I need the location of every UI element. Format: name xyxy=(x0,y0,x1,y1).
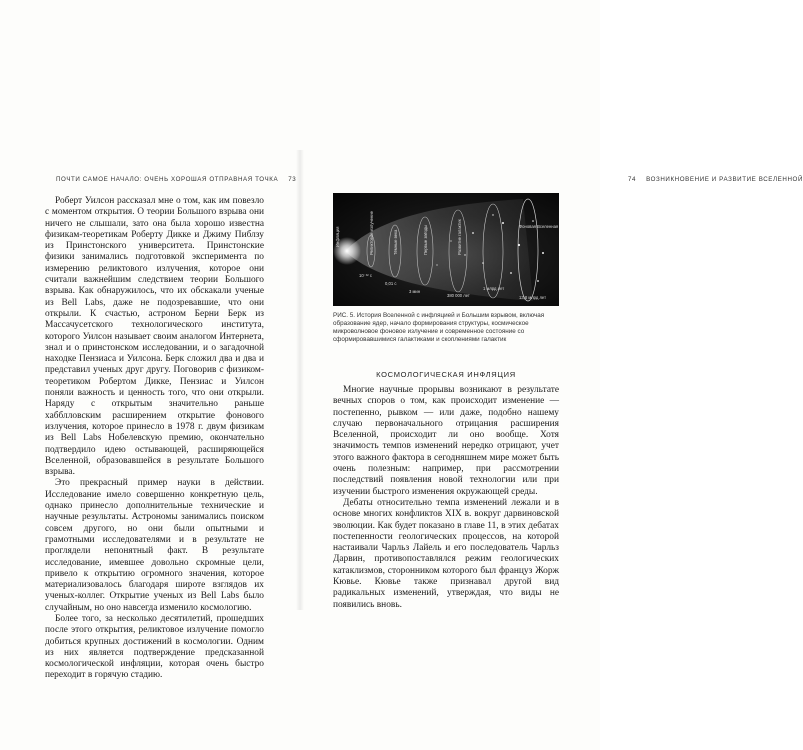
paragraph: Это прекрасный пример науки в действии. Исследование имело совершенно конкретную цель, однако принесло дополнительные технические и научные результаты. Астрономы занимались поиском совсем другого, но они были опытными и грамотными исследователями и в результате не проглядели непонятный факт. В результате исследование, имевшее довольно скромные цели, привело к открытию огромного значения, которое материализовалось благодаря широте взглядов их ученых-коллег. Открытие ученых из Bell Labs было случайным, но оно навсегда изменило космологию. xyxy=(45,478,264,613)
body-text-right xyxy=(333,385,559,611)
figure-label-galaxies: Развитие галактик xyxy=(457,219,462,255)
left-page xyxy=(0,0,300,750)
figure-label-inflation: Инфляция xyxy=(335,226,340,247)
running-header-left xyxy=(56,176,296,183)
figure-label-relic: Реликтовое излучение xyxy=(369,211,374,255)
paragraph: Более того, за несколько десятилетий, прошедших после этого открытия, реликтовое излучение помогло добиться крупных достижений в космологии. Одним из них является подтверждение предсказанной космологической инфляции, которая очень быстро переходит в горячую стадию. xyxy=(45,613,264,681)
header-title-left: ПОЧТИ САМОЕ НАЧАЛО: ОЧЕНЬ ХОРОШАЯ ОТПРАВНАЯ ТОЧКА xyxy=(56,176,279,183)
figure-caption: РИС. 5. История Вселенной с инфляцией и Большим взрывом, включая образование ядер, начало формирования структуры, космическое микроволновое фоновое излучение и современное состояние со сформировавшимися галактиками и скоплениями галактик xyxy=(333,312,545,344)
universe-timeline-illustration xyxy=(333,193,559,306)
header-title-right: ВОЗНИКНОВЕНИЕ И РАЗВИТИЕ ВСЕЛЕННОЙ xyxy=(646,176,803,183)
page-number-left: 73 xyxy=(288,176,297,183)
body-text-left xyxy=(45,196,264,682)
paragraph: Дебаты относительно темпа изменений лежали и в основе многих конфликтов XIX в. вокруг дарвиновской эволюции. Как будет показано в главе 11, в этих дебатах постепенности геологических процессов, на которой настаивали Чарльз Лайель и его последователь Чарльз Дарвин, противопоставлялся режим геологических катаклизмов, сторонником которого был француз Жорж Кювье. Кювье также признавал другой вид радикальных изменений, утверждая, что виды не появились вновь. xyxy=(333,497,559,610)
universe-history-figure xyxy=(333,193,559,306)
paragraph: Многие научные прорывы возникают в результате вечных споров о том, как происходит изменение — постепенно, рывком — или даже, подобно нашему случаю первоначального отрицания расширения Вселенной, происходит ли оно вообще. Хотя значимость темпов изменений нередко отрицают, учет этого важного фактора в сегодняшнем мире может быть очень полезным: например, при рассмотрении последствий появления новой технологии или при изучении быстрого изменения окружающей среды. xyxy=(333,385,559,497)
running-header-right xyxy=(628,176,803,183)
figure-label-dark-ages: Тёмные века xyxy=(393,229,398,255)
figure-label-t1: 10⁻³² с xyxy=(359,273,372,278)
figure-label-t6: 1 млрд лет xyxy=(483,286,505,291)
figure-label-t4: 380 000 лет xyxy=(447,293,470,298)
figure-label-t3: 3 мин xyxy=(409,289,421,294)
figure-label-t5: 13,8 млрд лет xyxy=(519,295,547,300)
figure-label-first-stars: Первые звёзды xyxy=(423,224,428,255)
section-title: КОСМОЛОГИЧЕСКАЯ ИНФЛЯЦИЯ xyxy=(376,370,516,379)
paragraph: Роберт Уилсон рассказал мне о том, как им повезло с моментом открытия. О теории Большого взрыва они ничего не слышали, зато она была хорошо известна физикам-теоретикам Роберту Дикке и Джиму Пиблзу из Принстонского университета. Принстонские физики занимались подготовкой эксперимента по измерению реликтового излучения, которое они считали важнейшим следствием теории Большого взрыва. Как обнаружилось, что их обскакали ученые из Bell Labs, даже не подозревавшие, что они открыли. К счастью, астроном Берни Берк из Массачусетского технологического института, которого Уилсон называет своим аналогом Интернета, знал и о принстонском исследовании, и о загадочной находке Пензиаса и Уилсона. Берк сложил два и два и представил ученых друг другу. Поговорив с физиком-теоретиком Робертом Дикке, Пензиас и Уилсон поняли важность и ценность того, что они открыли. Наряду с открытым значительно раньше хабблловским расширением открытие фонового излучения, которое принесло в 1978 г. двум физикам из Bell Labs Нобелевскую премию, окончательно подтвердило идею остывающей, расширяющейся Вселенной, образовавшейся в результате Большого взрыва. xyxy=(45,196,264,478)
figure-label-today: Фоновая Вселенная xyxy=(519,224,559,229)
gutter-shadow xyxy=(296,150,304,610)
page-number-right: 74 xyxy=(628,176,637,183)
figure-label-t2: 0,01 с xyxy=(385,281,397,286)
